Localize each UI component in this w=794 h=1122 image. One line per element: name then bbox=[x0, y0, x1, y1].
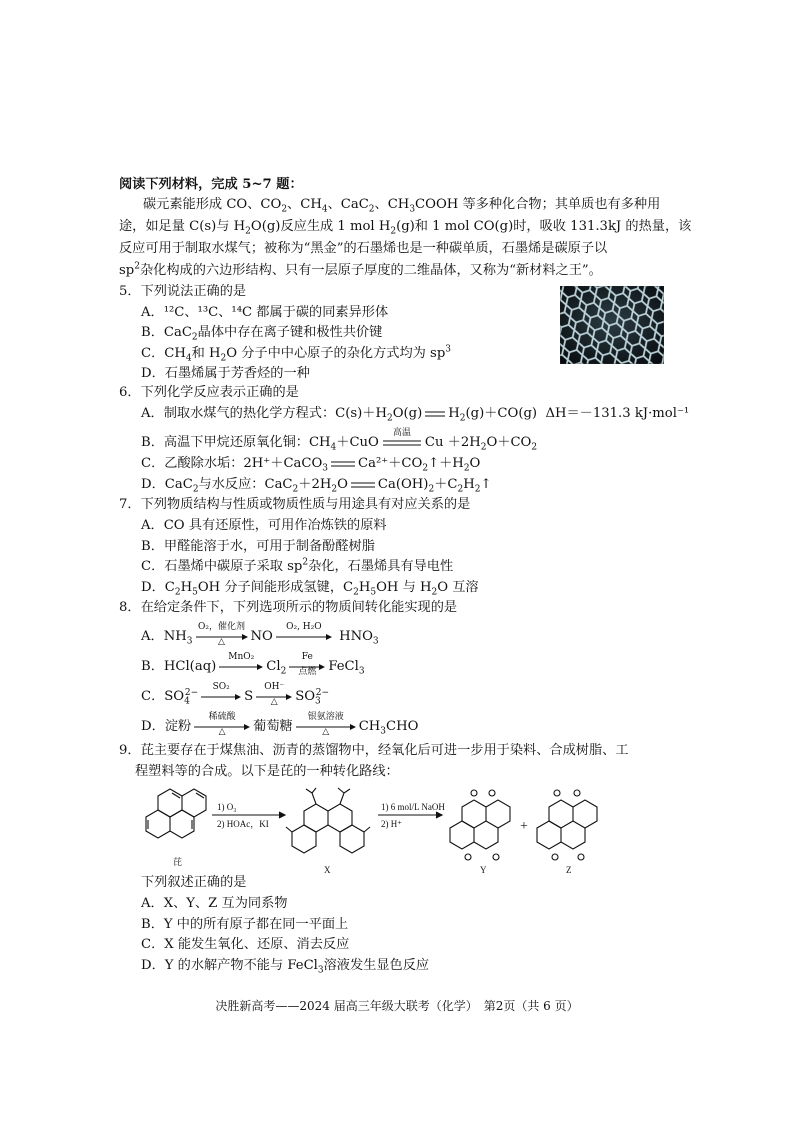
q6-option-b: B．高温下甲烷还原氧化铜：$CH_4+CuO$ 高温 $Cu +2H_2O+CO_2$ bbox=[141, 427, 538, 453]
reagent-1-bottom: 2) HOAc，KI bbox=[217, 819, 269, 829]
reagent-2-top: 1) 6 mol/L NaOH bbox=[381, 802, 445, 812]
q6-option-c: C．乙酸除水垢：2H⁺＋CaCO$_3$ $Ca^{2+}+CO_2↑+H_2O$ bbox=[141, 456, 481, 474]
q8-option-c: C．$SO_4^{2-}$ SO₂ S OH⁻ △ $SO_3^{2-}$ bbox=[141, 681, 330, 707]
q9-option-d: D．Y 的水解产物不能与 FeCl$_3$溶液发生显色反应 bbox=[141, 958, 430, 976]
q7-stem: 7．下列物质结构与性质或物质性质与用途具有对应关系的是 bbox=[119, 497, 471, 512]
q8-option-b: B．HCl(aq) MnO₂ $Cl_2$ Fe 点燃 FeCl$_3$ bbox=[141, 651, 365, 677]
material-line-3: 反应可用于制取水煤气；被称为“黑金”的石墨烯也是一种碳单质，石墨烯是碳原子以 bbox=[119, 241, 608, 256]
q9-stem-2: 程塑料等的合成。以下是芘的一种转化路线： bbox=[135, 764, 399, 779]
q9-option-c: C．X 能发生氧化、还原、消去反应 bbox=[141, 937, 350, 952]
label-x: X bbox=[324, 865, 331, 875]
q7-option-d: D．$C_2H_5OH$ 分子间能形成氢键，$C_2H_5OH$ 与 $H_2O$ 互溶 bbox=[141, 580, 479, 598]
q5-option-d: D．石墨烯属于芳香烃的一种 bbox=[141, 366, 310, 381]
reagent-1-top: 1) O₃ bbox=[217, 802, 237, 812]
compound-x-structure bbox=[286, 788, 370, 853]
q9-option-a: A．X、Y、Z 互为同系物 bbox=[141, 896, 288, 911]
pyrene-structure bbox=[146, 789, 206, 838]
q8-stem: 8．在给定条件下，下列选项所示的物质间转化能实现的是 bbox=[119, 600, 458, 615]
q7-option-c: C．石墨烯中碳原子采取 $sp^2$杂化，石墨烯具有导电性 bbox=[141, 557, 454, 574]
q8-option-a: A．$NH_3$ O₂，催化剂 △ NO O₂, H₂O $HNO_3$ bbox=[141, 621, 379, 647]
q9-substem: 下列叙述正确的是 bbox=[141, 875, 247, 890]
q6-option-d: D．CaC$_2$与水反应：$CaC_2+2H_2O$ $Ca(OH)_2+C_2H_2↑$ bbox=[141, 477, 492, 495]
q7-option-b: B．甲醛能溶于水，可用于制备酚醛树脂 bbox=[141, 539, 375, 554]
material-line-1: 碳元素能形成 CO、$CO_2$、$CH_4$、CaC$_2$、$CH_3COOH$ 等多种化合物；其单质也有多种用 bbox=[143, 197, 661, 215]
compound-z-structure bbox=[537, 790, 597, 860]
q9-option-b: B．Y 中的所有原子都在同一平面上 bbox=[141, 917, 349, 932]
q7-option-a: A．CO 具有还原性，可用作冶炼铁的原料 bbox=[141, 518, 387, 533]
q9-stem-1: 9．芘主要存在于煤焦油、沥青的蒸馏物中，经氧化后可进一步用于染料、合成树脂、工 bbox=[119, 743, 629, 758]
material-line-4: $sp^2$杂化构成的六边形结构、只有一层原子厚度的二维晶体，又称为“新材料之王”。 bbox=[119, 261, 602, 278]
q8-option-d: D．淀粉 稀硫酸 △ 葡萄糖 银氨溶液 △ $CH_3CHO$ bbox=[141, 711, 419, 737]
q5-option-c: C．$CH_4$和 $H_2O$ 分子中中心原子的杂化方式均为 $sp^3$ bbox=[141, 344, 451, 364]
q5-stem: 5．下列说法正确的是 bbox=[119, 284, 247, 299]
label-y: Y bbox=[480, 865, 487, 875]
reagent-2-bottom: 2) H⁺ bbox=[381, 819, 402, 829]
compound-y-structure bbox=[450, 790, 510, 860]
reaction-scheme bbox=[140, 785, 620, 875]
plus-sign: + bbox=[520, 819, 528, 834]
q6-option-a: A．制取水煤气的热化学方程式：$C(s)+H_2O(g)$ $H_2(g)+CO(g)$ ΔH＝－131.3 kJ·mol⁻¹ bbox=[141, 406, 690, 424]
label-z: Z bbox=[566, 865, 572, 875]
page-footer: 决胜新高考——2024 届高三年级大联考（化学） 第2页（共 6 页） bbox=[215, 999, 579, 1013]
label-pyrene: 芘 bbox=[173, 857, 183, 867]
q6-stem: 6．下列化学反应表示正确的是 bbox=[119, 385, 299, 400]
q5-option-b: B．CaC$_2$晶体中存在离子键和极性共价键 bbox=[141, 325, 383, 343]
graphene-image bbox=[560, 286, 664, 364]
q5-option-a: A．¹²C、¹³C、¹⁴C 都属于碳的同素异形体 bbox=[141, 305, 389, 320]
material-heading: 阅读下列材料，完成 5~7 题： bbox=[119, 177, 303, 192]
material-line-2: 途，如足量 C(s)与 $H_2O(g)$反应生成 1 mol $H_2(g)$和 1 mol CO(g)时，吸收 131.3kJ 的热量，该 bbox=[119, 219, 692, 237]
